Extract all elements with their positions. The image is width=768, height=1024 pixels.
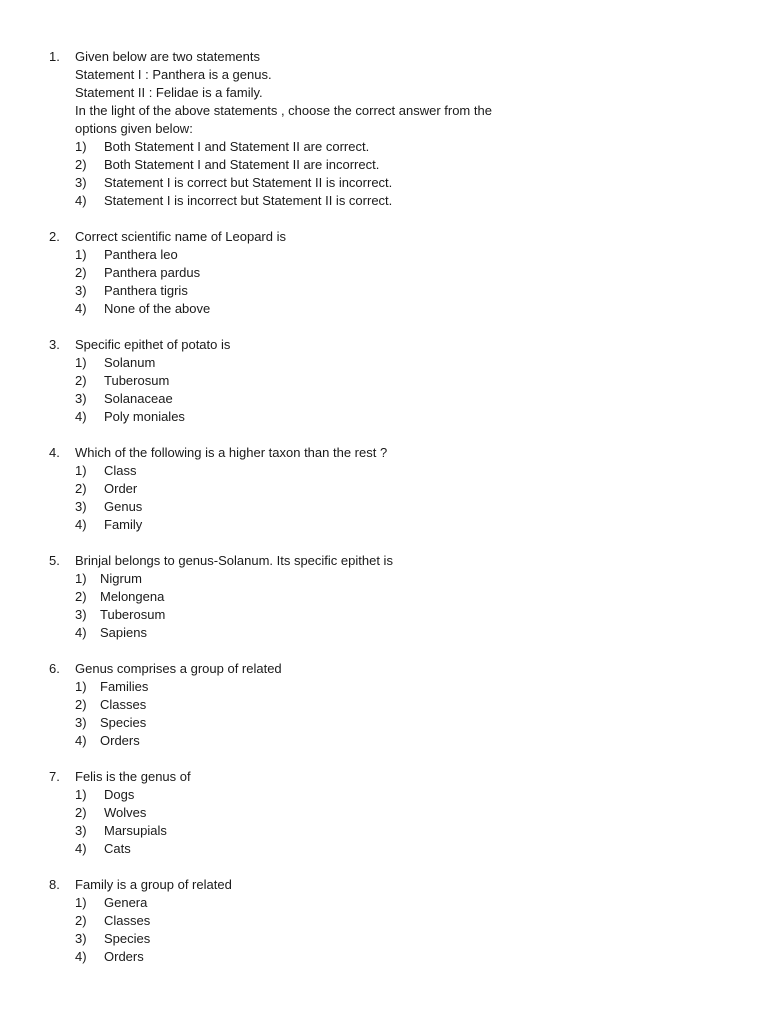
option-text: Solanaceae (104, 391, 173, 406)
option-text: Tuberosum (104, 373, 170, 388)
option-item (0, 354, 768, 372)
question-3 (0, 336, 768, 426)
question-4 (0, 444, 768, 534)
question-line (0, 768, 768, 786)
option-item (0, 462, 768, 480)
option-number: 3) (75, 715, 87, 730)
option-item (0, 192, 768, 210)
option-text: Cats (104, 841, 131, 856)
option-item (0, 894, 768, 912)
option-item (0, 408, 768, 426)
option-text: Families (100, 679, 149, 694)
option-text: Panthera tigris (104, 283, 188, 298)
option-text: Melongena (100, 589, 165, 604)
option-text: Poly moniales (104, 409, 185, 424)
question-line (0, 444, 768, 462)
question-number: 5. (49, 553, 60, 568)
option-text: Orders (104, 949, 144, 964)
option-item (0, 264, 768, 282)
option-item (0, 732, 768, 750)
question-text: Brinjal belongs to genus-Solanum. Its specific epithet is (75, 553, 393, 568)
question-5 (0, 552, 768, 642)
option-number: 4) (75, 301, 87, 316)
option-item (0, 822, 768, 840)
option-text: Species (104, 931, 151, 946)
question-line (0, 228, 768, 246)
option-text: Statement I is correct but Statement II is incorrect. (104, 175, 393, 190)
option-number: 1) (75, 355, 87, 370)
option-item (0, 948, 768, 966)
option-item (0, 624, 768, 642)
option-item (0, 390, 768, 408)
question-line (0, 336, 768, 354)
option-number: 4) (75, 841, 87, 856)
option-item (0, 282, 768, 300)
option-number: 3) (75, 283, 87, 298)
option-number: 4) (75, 949, 87, 964)
option-item (0, 930, 768, 948)
option-text: Nigrum (100, 571, 142, 586)
option-number: 1) (75, 679, 87, 694)
question-text: Which of the following is a higher taxon than the rest ? (75, 445, 388, 460)
option-number: 1) (75, 895, 87, 910)
option-item (0, 246, 768, 264)
option-text: Dogs (104, 787, 135, 802)
question-text: Specific epithet of potato is (75, 337, 231, 352)
option-number: 3) (75, 931, 87, 946)
option-number: 1) (75, 247, 87, 262)
option-item (0, 498, 768, 516)
option-number: 2) (75, 805, 87, 820)
option-item (0, 714, 768, 732)
question-number: 7. (49, 769, 60, 784)
option-text: Class (104, 463, 137, 478)
option-text: Genus (104, 499, 143, 514)
option-item (0, 174, 768, 192)
question-text: Correct scientific name of Leopard is (75, 229, 286, 244)
option-number: 3) (75, 499, 87, 514)
option-text: Orders (100, 733, 140, 748)
option-number: 4) (75, 625, 87, 640)
question-1 (0, 48, 768, 210)
option-number: 4) (75, 409, 87, 424)
question-instruction-continued: options given below: (75, 121, 193, 136)
option-number: 2) (75, 265, 87, 280)
option-text: Tuberosum (100, 607, 166, 622)
question-text: Family is a group of related (75, 877, 232, 892)
option-number: 2) (75, 697, 87, 712)
question-text: Genus comprises a group of related (75, 661, 282, 676)
option-text: Marsupials (104, 823, 167, 838)
option-text: Statement I is incorrect but Statement II is correct. (104, 193, 393, 208)
question-number: 6. (49, 661, 60, 676)
option-item (0, 804, 768, 822)
question-line (0, 660, 768, 678)
question-number: 1. (49, 49, 60, 64)
question-instruction: In the light of the above statements , choose the correct answer from the (75, 103, 492, 118)
option-item (0, 480, 768, 498)
option-item (0, 678, 768, 696)
option-number: 1) (75, 463, 87, 478)
option-text: Both Statement I and Statement II are correct. (104, 139, 370, 154)
option-text: Solanum (104, 355, 156, 370)
option-item (0, 606, 768, 624)
option-item (0, 570, 768, 588)
question-line (0, 120, 768, 138)
option-item (0, 156, 768, 174)
question-number: 4. (49, 445, 60, 460)
option-number: 2) (75, 481, 87, 496)
option-text: Classes (104, 913, 151, 928)
option-number: 3) (75, 607, 87, 622)
option-number: 1) (75, 571, 87, 586)
question-2 (0, 228, 768, 318)
option-number: 1) (75, 787, 87, 802)
option-item (0, 516, 768, 534)
option-item (0, 912, 768, 930)
statement-two: Statement II : Felidae is a family. (75, 85, 263, 100)
option-text: Family (104, 517, 143, 532)
option-number: 2) (75, 589, 87, 604)
option-text: Genera (104, 895, 148, 910)
question-line (0, 102, 768, 120)
option-number: 2) (75, 157, 87, 172)
option-text: Order (104, 481, 138, 496)
question-7 (0, 768, 768, 858)
question-text: Given below are two statements (75, 49, 260, 64)
option-item (0, 372, 768, 390)
option-item (0, 138, 768, 156)
option-text: Wolves (104, 805, 147, 820)
option-item (0, 786, 768, 804)
question-number: 2. (49, 229, 60, 244)
option-text: None of the above (104, 301, 211, 316)
question-text: Felis is the genus of (75, 769, 191, 784)
question-line (0, 876, 768, 894)
option-number: 3) (75, 175, 87, 190)
option-number: 3) (75, 823, 87, 838)
option-number: 4) (75, 193, 87, 208)
question-number: 8. (49, 877, 60, 892)
question-8 (0, 876, 768, 966)
option-text: Panthera leo (104, 247, 178, 262)
question-number: 3. (49, 337, 60, 352)
option-item (0, 300, 768, 318)
option-number: 2) (75, 373, 87, 388)
question-line (0, 48, 768, 66)
question-line (0, 84, 768, 102)
option-item (0, 696, 768, 714)
option-text: Panthera pardus (104, 265, 201, 280)
option-number: 2) (75, 913, 87, 928)
option-text: Classes (100, 697, 147, 712)
option-item (0, 588, 768, 606)
option-item (0, 840, 768, 858)
option-text: Both Statement I and Statement II are incorrect. (104, 157, 380, 172)
option-number: 4) (75, 517, 87, 532)
question-6 (0, 660, 768, 750)
option-text: Species (100, 715, 147, 730)
question-line (0, 552, 768, 570)
statement-one: Statement I : Panthera is a genus. (75, 67, 272, 82)
question-line (0, 66, 768, 84)
option-number: 3) (75, 391, 87, 406)
option-number: 1) (75, 139, 87, 154)
option-text: Sapiens (100, 625, 147, 640)
option-number: 4) (75, 733, 87, 748)
